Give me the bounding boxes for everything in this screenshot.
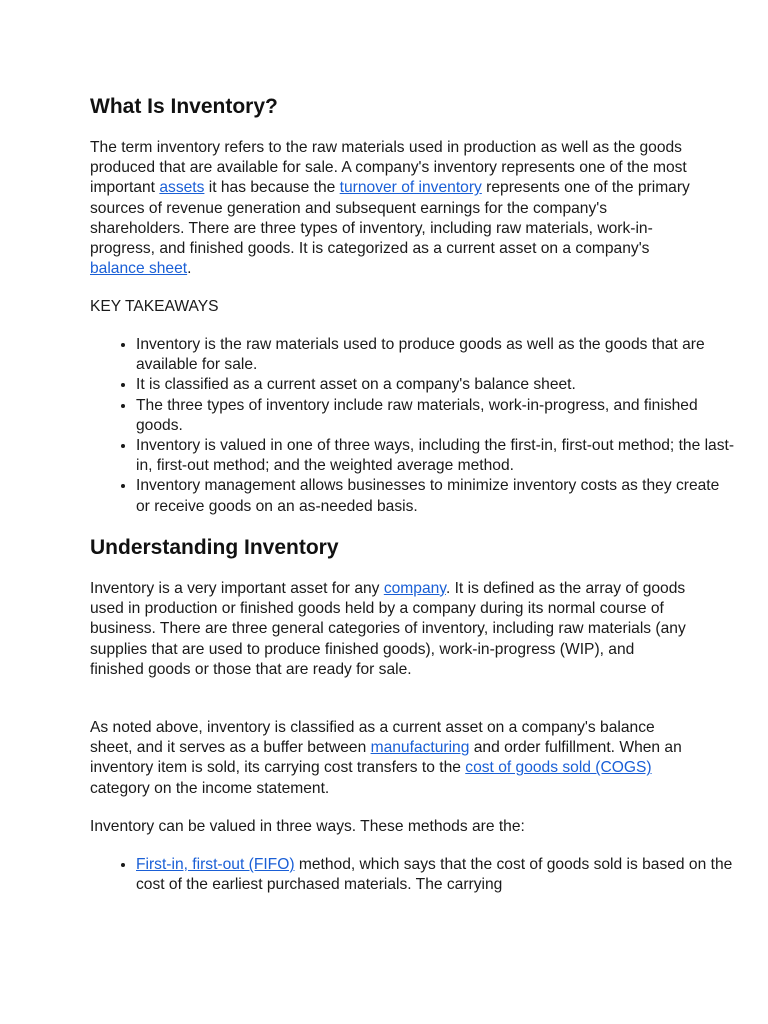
heading-what-is-inventory: What Is Inventory? bbox=[90, 95, 278, 118]
intro-text-2: it has because the bbox=[204, 179, 340, 197]
link-fifo[interactable]: First-in, first-out (FIFO) bbox=[136, 856, 295, 873]
link-manufacturing[interactable]: manufacturing bbox=[370, 739, 470, 757]
list-item: • Inventory management allows businesses to minimize inventory costs as they create or receive goods on an as-needed basis. bbox=[136, 476, 736, 516]
para3-text-1: As noted above, inventory is classified as a current asset on a company's balance sheet, and it serves as a buffer between bbox=[90, 719, 655, 757]
para3-text-2: and order fulfillment. When an inventory item is sold, its carrying cost transfers to the bbox=[90, 739, 682, 777]
takeaways-list bbox=[90, 335, 736, 517]
valuation-intro: Inventory can be valued in three ways. These methods are the: bbox=[90, 818, 525, 835]
link-company[interactable]: company bbox=[383, 580, 446, 597]
link-cogs[interactable]: cost of goods sold (COGS) bbox=[465, 759, 652, 777]
intro-text-4: . bbox=[187, 260, 192, 278]
list-item: • The three types of inventory include raw materials, work-in-progress, and finished goods. bbox=[136, 396, 736, 436]
heading-understanding-inventory: Understanding Inventory bbox=[90, 536, 339, 559]
list-item-fifo bbox=[136, 855, 736, 895]
list-item: • Inventory is valued in one of three ways, including the first-in, first-out method; the last-in, first-out method; and the weighted average method. bbox=[136, 436, 736, 476]
para2-text-2: . It is defined as the array of goods used in production or finished goods held by a company during its normal course of business. There are three general categories of inventory, including raw materials (any supplies that are used to produce finished goods), work-in-progress (WIP), and finished goods or those that are ready for sale. bbox=[90, 580, 686, 678]
fifo-text: method, which says that the cost of goods sold is based on the cost of the earliest purchased materials. The carrying bbox=[136, 856, 733, 894]
link-balance-sheet[interactable]: balance sheet bbox=[90, 260, 188, 278]
para3-text-3: category on the income statement. bbox=[90, 779, 330, 797]
para2-text-1: Inventory is a very important asset for any bbox=[90, 580, 384, 597]
key-takeaways-label: KEY TAKEAWAYS bbox=[90, 298, 219, 315]
intro-text-1: The term inventory refers to the raw materials used in production as well as the goods produced that are available for sale. A company's inventory represents one of the most important bbox=[90, 139, 687, 197]
understanding-paragraph-1 bbox=[90, 579, 690, 680]
understanding-paragraph-2 bbox=[90, 718, 690, 799]
intro-paragraph bbox=[90, 138, 690, 279]
list-item: • It is classified as a current asset on a company's balance sheet. bbox=[136, 375, 736, 395]
intro-text-3: represents one of the primary sources of revenue generation and subsequent earnings for the company's shareholders. There are three types of inventory, including raw materials, work-in-progress, and finished goods. It is categorized as a current asset on a company's bbox=[90, 179, 690, 258]
methods-list bbox=[90, 855, 736, 895]
list-item: • Inventory is the raw materials used to produce goods as well as the goods that are available for sale. bbox=[136, 335, 736, 375]
link-turnover-of-inventory[interactable]: turnover of inventory bbox=[339, 179, 482, 197]
link-assets[interactable]: assets bbox=[159, 179, 205, 197]
